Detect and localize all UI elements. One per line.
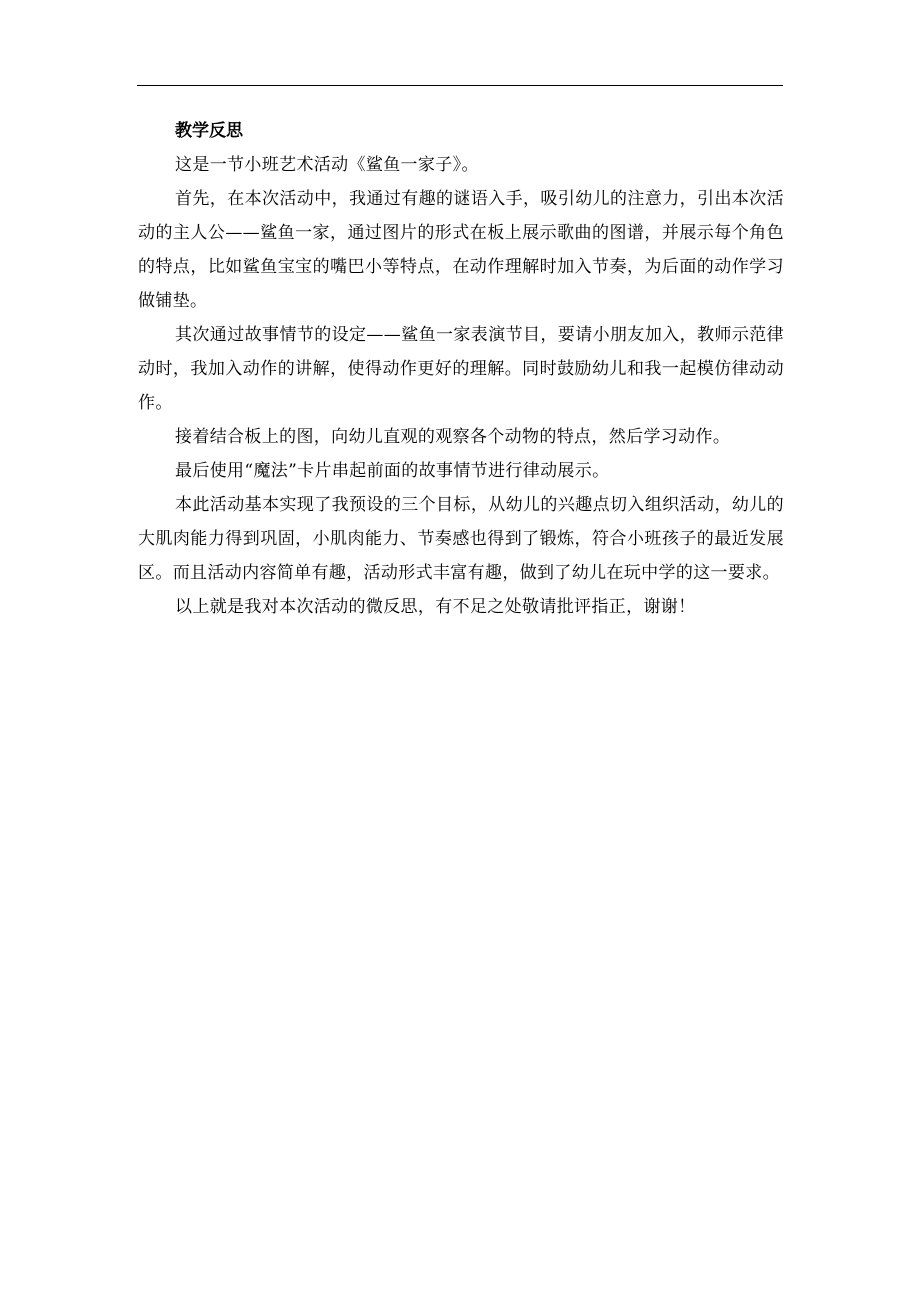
section-heading: 教学反思 <box>175 121 243 141</box>
paragraph-first: 首先，在本次活动中，我通过有趣的谜语入手，吸引幼儿的注意力，引出本次活动的主人公——鲨鱼一家，通过图片的形式在板上展示歌曲的图谱，并展示每个角色的特点，比如鲨鱼宝宝的嘴巴小等特点，在动作理解时加入节奏，为后面的动作学习做铺垫。 <box>138 189 784 311</box>
paragraph-finally: 最后使用“魔法”卡片串起前面的故事情节进行律动展示。 <box>175 461 610 481</box>
paragraph-intro: 这是一节小班艺术活动《鲨鱼一家子》。 <box>175 155 479 175</box>
paragraph-summary: 本此活动基本实现了我预设的三个目标，从幼儿的兴趣点切入组织活动，幼儿的大肌肉能力得到巩固，小肌肉能力、节奏感也得到了锻炼，符合小班孩子的最近发展区。而且活动内容简单有趣，活动形式丰富有趣，做到了幼儿在玩中学的这一要求。 <box>138 495 784 583</box>
paragraph-second: 其次通过故事情节的设定——鲨鱼一家表演节目，要请小朋友加入，教师示范律动时，我加入动作的讲解，使得动作更好的理解。同时鼓励幼儿和我一起模仿律动动作。 <box>138 325 784 413</box>
paragraph-then: 接着结合板上的图，向幼儿直观的观察各个动物的特点，然后学习动作。 <box>175 427 731 447</box>
header-rule <box>137 85 783 86</box>
paragraph-closing: 以上就是我对本次活动的微反思，有不足之处敬请批评指正，谢谢！ <box>175 597 696 617</box>
document-body <box>138 114 784 624</box>
